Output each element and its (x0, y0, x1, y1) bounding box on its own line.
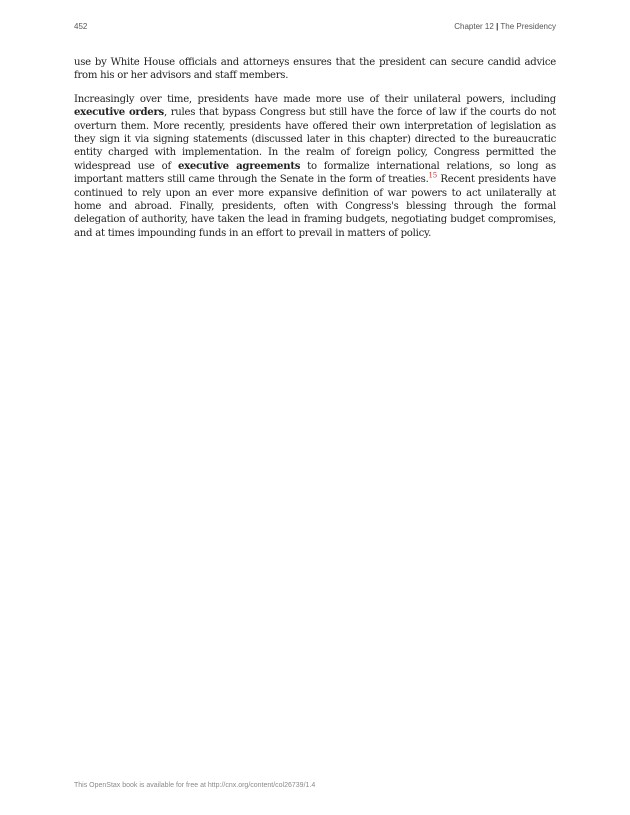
chapter-label: Chapter 12 (454, 22, 494, 31)
header-separator: | (496, 22, 499, 31)
key-term-executive-orders: executive orders (74, 107, 164, 119)
body-text (74, 56, 556, 250)
chapter-title: The Presidency (500, 22, 556, 31)
running-title (454, 22, 556, 31)
page-number: 452 (74, 22, 88, 31)
paragraph-1: use by White House officials and attorneys ensures that the president can secure candid advice from his or her advisors and staff members. (74, 57, 556, 82)
paragraph-2 (74, 93, 556, 240)
paragraph-2-segment-2: , rules that bypass Congress but still have the force of law if the courts do not overturn them. More recently, presidents have offered their own interpretation of legislation as they sign it via signing statements (discussed later in this chapter) directed to the bureaucratic entity charged with implementation. In the realm of foreign policy, Congress permitted the widespread use of (74, 107, 556, 172)
key-term-executive-agreements: executive agreements (177, 160, 301, 172)
page-footer: This OpenStax book is available for free at http://cnx.org/content/col26739/1.4 (74, 782, 316, 789)
footnote-link[interactable]: 15 (428, 171, 437, 180)
paragraph-2-segment-1: Increasingly over time, presidents have made more use of their unilateral powers, including (74, 93, 556, 105)
paragraph-2-segment-3: to formalize international relations, so long as important matters still came through the Senate in the form of treaties. (74, 160, 556, 186)
paragraph-2-segment-4: Recent presidents have continued to rely upon an ever more expansive definition of war powers to act unilaterally at home and abroad. Finally, presidents, often with Congress's blessing through the formal delegation of authority, have taken the lead in framing budgets, negotiating budget compromises, and at times impounding funds in an effort to prevail in matters of policy. (74, 174, 556, 239)
